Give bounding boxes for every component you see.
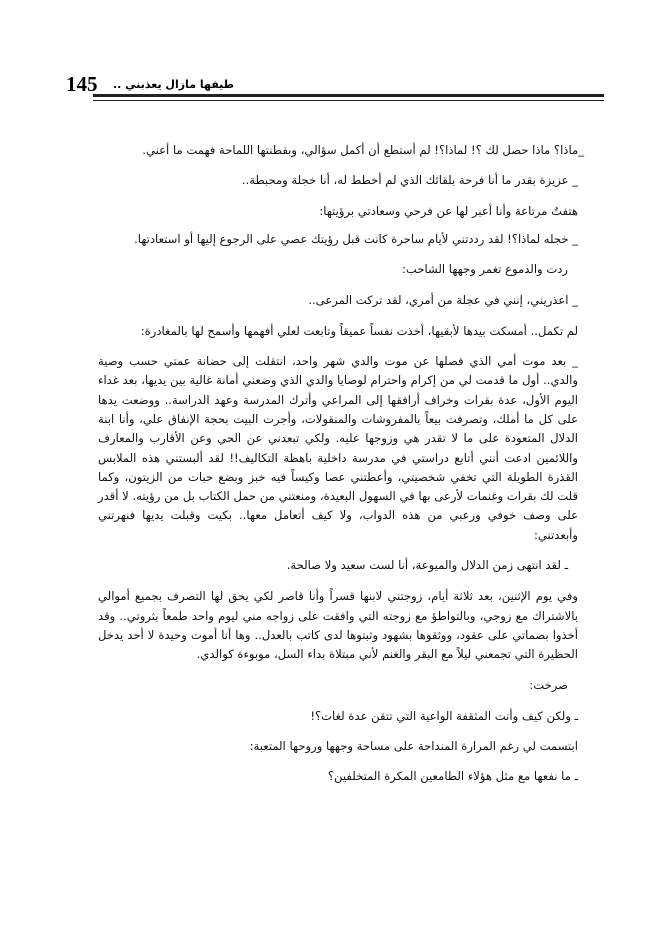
paragraph: _ بعد موت أمي الذي فصلها عن موت والدي شهر واحد، انتقلت إلى حضانة عمتي حسب وصية والدي.. أول ما قدمت لي من إكرام واحترام لوصايا والدي الذي وضعني أمانة غالية بين يديها، بعد غداء اليوم الأول، عدة بقرات وخراف أرافقها إلى المراعي وأترك المدرسة وعهد الدراسة.. ووضعت يدها على كل ما أملك، وتصرفت بيعاً بالمفروشات والمنقولات، وأجرت البيت بحجة الإنفاق علي، وأنا ابنة الدلال المتعودة على ما لا تقدر هي وزوجها عليه. ولكي تبعدني عن الحي وعن الأقارب والمعارف واللائمين ادعت أنني أتابع دراستي في مدرسة داخلية باهظة التكاليف!! لقد ألبستني هذه الملابس القذرة الطويلة التي تخفي شخصيتي، وأعطتني عصا وكيساً فيه خبز وبضع حبات من الزيتون، وكما قلت لك بقرات وغنمات لأرعى بها في السهول البعيدة، ومنعتني من حمل الكتاب بل من رؤيته. لا أقدر على وصف خوفي ورعبي من هذه الدواب، ولا كيف أتعامل معها.. بكيت وقبلت يديها فنهرتني وأبعدتني:: [98, 354, 578, 542]
paragraph: ـ لقد انتهى زمن الدلال والميوعة، أنا لست سعيد ولا صالحة.: [286, 558, 568, 573]
paragraph: _ عزيزة بقدر ما أنا فرحة بلقائك الذي لم أخطط له، أنا خجلة ومحبطة..: [241, 173, 578, 188]
running-title: طيفها مازال يعذبني ..: [112, 78, 234, 91]
paragraph: صرخت:: [529, 677, 568, 692]
paragraph: لم تكمل.. أمسكت بيدها لأبقيها، أخذت نفساً عميقاً وتابعت لعلي أفهمها وأسمح لها بالمغادرة:: [140, 323, 578, 338]
paragraph: ردت والدموع تغمر وجهها الشاحب:: [402, 262, 568, 277]
paragraph: _ماذا؟ ماذا حصل لك ؟! لماذا؟! لم أستطع أن أكمل سؤالي، وبفطنتها اللماحة فهمت ما أعني.: [142, 143, 584, 157]
paragraph: ابتسمت لي رغم المرارة المنداحة على مساحة وجهها وروحها المتعبة:: [249, 739, 578, 754]
paragraph: _ خجله لماذا؟! لقد رددتني لأيام ساحرة كانت قبل رؤيتك عصي على الرجوع إليها أو استعادتها.: [134, 231, 578, 246]
page-body: [98, 141, 584, 798]
paragraph: ـ ما نفعها مع مثل هؤلاء الطامعين المكرة المتخلفين؟: [327, 769, 578, 784]
paragraph: هتفتُ مرتاعة وأنا أعبر لها عن فرحي وسعادتي برؤيتها:: [319, 203, 578, 218]
paragraph: ـ ولكن كيف وأنت المثقفة الواعية التي تتقن عدة لغات؟!: [310, 708, 578, 723]
page-number: 145: [66, 72, 98, 96]
running-header: [66, 70, 604, 100]
paragraph: _ اعذريني، إنني في عجلة من أمري، لقد تركت المرعى..: [308, 293, 578, 308]
paragraph: وفي يوم الإثنين، بعد ثلاثة أيام، زوجتني لابنها قسراً وأنا قاصر لكي يحق لها التصرف بجميع أموالي بالاشتراك مع زوجي، وبالتواطؤ مع زوجته التي وافقت على زواجه مني ليوم واحد طمعاً بثروتي.. وقد أخذوا بصماتي على عقود، ووثقوها بشهود وثبتوها لدى كاتب بالعدل.. وها أنا أموت وحيدة لا أحد يدخل الحظيرة التي تجمعني ليلاً مع البقر والغنم لأني مبتلاة بداء السل، موبوءة كوالدي.: [98, 589, 578, 662]
header-rule: [93, 94, 604, 97]
